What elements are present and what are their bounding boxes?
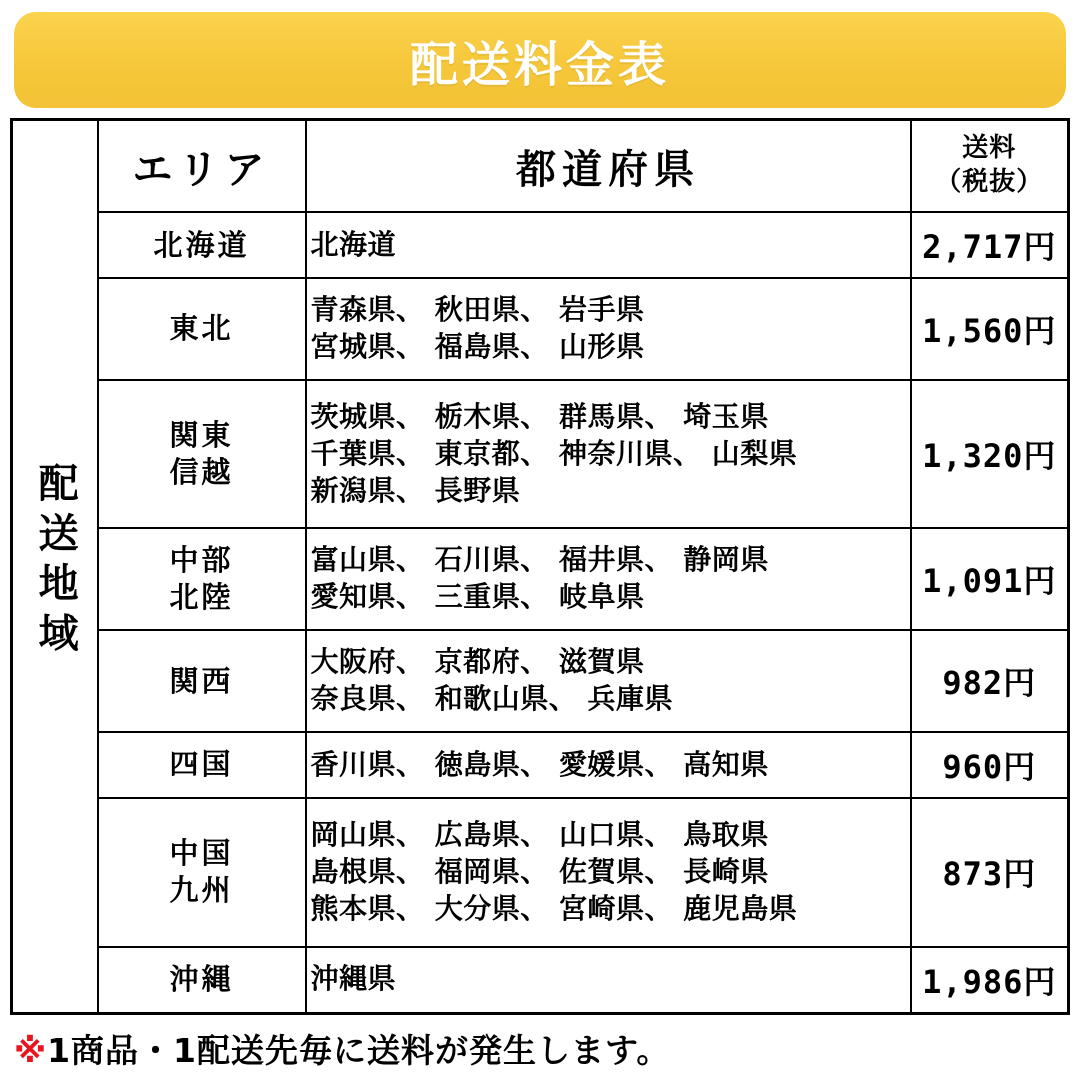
fee-cell: 982円	[911, 630, 1069, 732]
prefecture-cell	[306, 380, 911, 529]
prefecture-line: 愛知県、 三重県、 岐阜県	[310, 580, 645, 614]
prefecture-line: 奈良県、 和歌山県、 兵庫県	[310, 682, 673, 716]
region-label-cell	[12, 120, 98, 1014]
table-row	[12, 278, 1069, 380]
table-row	[12, 212, 1069, 278]
footnote	[14, 1025, 1066, 1072]
table-header-row	[12, 120, 1069, 213]
area-line: 信越	[169, 455, 234, 490]
area-line: 九州	[169, 873, 234, 908]
fee-cell: 1,091円	[911, 528, 1069, 630]
area-cell	[98, 798, 306, 947]
area-cell	[98, 732, 306, 798]
area-cell	[98, 947, 306, 1014]
prefecture-line: 香川県、 徳島県、 愛媛県、 高知県	[310, 747, 769, 781]
area-cell	[98, 212, 306, 278]
region-label-text: 配送地域	[32, 461, 79, 662]
prefecture-cell	[306, 947, 911, 1014]
prefecture-line: 岡山県、 広島県、 山口県、 鳥取県	[310, 817, 769, 851]
prefecture-cell	[306, 278, 911, 380]
area-line: 東北	[169, 311, 234, 346]
fee-table-container	[10, 118, 1070, 1015]
prefecture-line: 新潟県、 長野県	[310, 473, 521, 507]
header-area: エリア	[98, 120, 306, 213]
table-row	[12, 798, 1069, 947]
prefecture-line: 島根県、 福岡県、 佐賀県、 長崎県	[310, 854, 769, 888]
prefecture-line: 大阪府、 京都府、 滋賀県	[310, 645, 645, 679]
shipping-fee-table	[10, 118, 1070, 1015]
table-row	[12, 380, 1069, 529]
area-line: 沖縄	[169, 962, 234, 997]
header-fee	[911, 120, 1069, 213]
fee-cell: 1,320円	[911, 380, 1069, 529]
title-banner	[14, 12, 1066, 108]
area-line: 四国	[169, 747, 234, 782]
prefecture-line: 沖縄県	[310, 962, 397, 996]
footnote-text: 1商品・1配送先毎に送料が発生します。	[47, 1031, 671, 1070]
area-cell	[98, 528, 306, 630]
prefecture-cell	[306, 732, 911, 798]
table-row	[12, 732, 1069, 798]
prefecture-line: 熊本県、 大分県、 宮崎県、 鹿児島県	[310, 891, 798, 925]
area-cell	[98, 380, 306, 529]
header-fee-line-1: 送料	[962, 133, 1017, 164]
fee-cell: 2,717円	[911, 212, 1069, 278]
area-line: 北陸	[169, 580, 234, 615]
table-row	[12, 630, 1069, 732]
header-prefecture: 都道府県	[306, 120, 911, 213]
fee-cell: 873円	[911, 798, 1069, 947]
prefecture-line: 宮城県、 福島県、 山形県	[310, 329, 645, 363]
prefecture-cell	[306, 212, 911, 278]
area-line: 中部	[169, 543, 234, 578]
prefecture-line: 千葉県、 東京都、 神奈川県、 山梨県	[310, 436, 798, 470]
footnote-mark: ※	[14, 1031, 48, 1070]
prefecture-line: 北海道	[310, 227, 397, 261]
prefecture-cell	[306, 798, 911, 947]
header-fee-line-2: （税抜）	[935, 167, 1044, 197]
table-row	[12, 528, 1069, 630]
area-cell	[98, 630, 306, 732]
prefecture-line: 富山県、 石川県、 福井県、 静岡県	[310, 543, 769, 577]
area-cell	[98, 278, 306, 380]
area-line: 関西	[169, 663, 234, 698]
prefecture-cell	[306, 630, 911, 732]
fee-cell: 960円	[911, 732, 1069, 798]
area-line: 中国	[169, 836, 234, 871]
prefecture-line: 青森県、 秋田県、 岩手県	[310, 292, 645, 326]
page-title: 配送料金表	[409, 36, 670, 93]
prefecture-line: 茨城県、 栃木県、 群馬県、 埼玉県	[310, 399, 769, 433]
table-row	[12, 947, 1069, 1014]
fee-cell: 1,560円	[911, 278, 1069, 380]
fee-cell: 1,986円	[911, 947, 1069, 1014]
prefecture-cell	[306, 528, 911, 630]
area-line: 関東	[169, 417, 234, 452]
area-line: 北海道	[153, 227, 250, 262]
